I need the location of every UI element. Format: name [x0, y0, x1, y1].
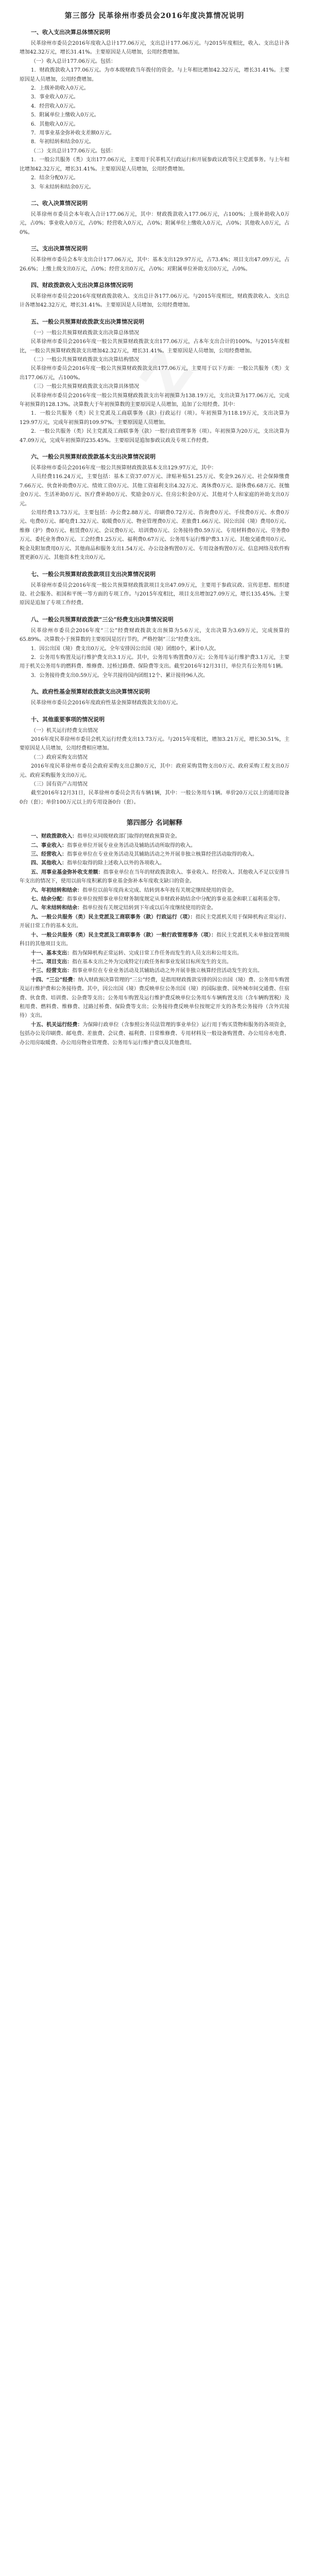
section-heading: 六、一般公共预算财政拨款基本支出决算情况说明: [31, 453, 156, 461]
glossary-definition: 指单位从同级财政部门取得的财政预算资金。: [77, 834, 180, 840]
section-heading: 七、一般公共预算财政拨款项目支出决算情况说明: [31, 570, 156, 578]
section-paragraph: 民革徐州市委员会本年支出合计177.06万元，其中：基本支出129.97万元，占73.4%；项目支出47.09万元，占26.6%；上缴上级支出0万元，占0%；经营支出0万元，占0%；对附属单位补助支出0万元，占0%。: [20, 257, 289, 272]
section-paragraph: 8．年初结转和结余0万元。: [31, 139, 94, 145]
glossary-term: 七、结余分配：: [31, 896, 67, 903]
section-paragraph: 民革徐州市委员会2016年度一般公共预算财政拨款项目支出47.09万元，主要用于参政议政、宣传思想、组织建设、社会服务、祖国和平统一等方面的专项工作。与2015年度相比，项目支出增加27.09万元，增长135.45%。主要原因是追加了专项工作经费。: [20, 582, 289, 606]
section-heading: 四、财政拨款收入支出决算总体情况说明: [31, 281, 133, 289]
section-paragraph: （二）支出总计177.06万元。包括：: [31, 148, 116, 154]
section-heading: 十、其他重要事项的情况说明: [31, 716, 105, 723]
glossary-term: 三、经营收入：: [31, 852, 67, 858]
section-paragraph: 民革徐州市委员会2016年度一般公共预算财政拨款支出年初预算为138.19万元，支出决算为177.06万元，完成年初预算的128.13%。决算数大于年初预算数的主要原因是人员增加，追加了公用经费。其中：: [20, 393, 289, 408]
section-paragraph: 3．年末结转和结余0万元。: [31, 184, 94, 190]
glossary-term: 八、年末结转和结余：: [31, 905, 82, 911]
glossary-definition: 指为保障机构正常运转、完成日常工作任务而发生的人员支出和公用支出。: [72, 950, 242, 956]
section-paragraph: 民革徐州市委员会2016年度一般公共预算财政拨款支出177.06万元，主要用于以下方面：一般公共服务（类）支出177.06万元，占100%。: [20, 366, 289, 381]
glossary-term: 六、年初结转和结余：: [31, 887, 82, 893]
section-paragraph: 2．上级补助收入0万元。: [31, 86, 89, 92]
glossary-definition: 指民主党派机关未单独设置项级科目的其他项目支出。: [20, 932, 290, 947]
glossary-definition: 指事业单位在专业业务活动及其辅助活动之外开展非独立核算经营活动发生的支出。: [72, 968, 263, 974]
document-title: 第三部分 民革徐州市委员会2016年度决算情况说明: [64, 12, 245, 20]
glossary-entry: [20, 841, 289, 850]
glossary-definition: 指单位按有关规定结转到下年或以后年度继续使用的资金。: [82, 905, 216, 911]
section-paragraph: 2016年度民革徐州市委员会政府采购支出总额0万元，其中：政府采购货物支出0万元、政府采购工程支出0万元、政府采购服务支出0万元。: [20, 764, 289, 778]
glossary-entry: [20, 1021, 289, 1047]
section-heading: 二、收入决算情况说明: [31, 199, 88, 207]
section-paragraph: 民革徐州市委员会2016年度政府性基金预算财政拨款支出0万元。: [31, 700, 181, 706]
section-heading: 九、政府性基金预算财政拨款支出决算情况说明: [31, 688, 150, 696]
section-paragraph: 4．经营收入0万元。: [31, 103, 79, 109]
section-paragraph: 民革徐州市委员会2016年度一般公共预算财政拨款基本支出129.97万元，其中：: [31, 465, 217, 471]
glossary-entry: [20, 958, 289, 967]
section-paragraph: 2．公务用车购置及运行维护费支出3.1万元。其中，公务用车购置费0万元；公务用车运行维护费3.1万元，主要用于机关公务用车的燃料费、维修费、过桥过路费、保险费等支出。截至2016年12月31日，单位共有公务用车1辆。: [20, 654, 289, 670]
glossary-term: 二、事业收入：: [31, 842, 67, 849]
section-paragraph: 3．事业收入0万元。: [31, 94, 79, 100]
section-paragraph: 民革徐州市委员会2016年度“三公”经费财政拨款支出预算为5.6万元，支出决算为3.69万元，完成预算的65.89%。决算数小于预算数的主要原因是厉行节约，严格控制“三公”经费支出。: [20, 628, 289, 643]
document-page: [0, 0, 309, 1062]
glossary-entry: [20, 832, 289, 841]
section-paragraph: 7．用事业基金弥补收支差额0万元。: [31, 130, 115, 137]
glossary-definition: 指事业单位开展专业业务活动及辅助活动所取得的收入。: [67, 842, 196, 849]
section-paragraph: 民革徐州市委员会2016年度一般公共预算财政拨款支出177.06万元，占本年支出合计的100%。与2015年度相比，一般公共预算财政拨款支出增加42.32万元，增长31.41%。主要原因是人员增加，公用经费增加。: [20, 339, 289, 354]
section-paragraph: 1．一般公共服务（类）支出177.06万元，主要用于民革机关行政运行和开展参政议政等民主党派事务。与上年相比增加42.32万元，增长31.41%。主要原因是人员增加，公用经费增加。: [20, 157, 289, 172]
glossary-entry: [20, 976, 289, 1021]
section-paragraph: 1．财政拨款收入177.06万元。为市本级财政当年拨付的资金。与上年相比增加42.32万元，增长31.41%。主要原因是人员增加，公用经费增加。: [20, 67, 289, 82]
section-paragraph: 2．一般公共服务（类）民主党派及工商联事务（款）一般行政管理事务（项）。年初预算为20万元，支出决算为47.09万元，完成年初预算的235.45%。主要原因是追加参政议政及专项工作经费。: [20, 429, 289, 444]
glossary-entry: [20, 967, 289, 975]
glossary-term: 九、一般公共服务（类）民主党派及工商联事务（款）行政运行（项）：: [31, 914, 196, 920]
glossary-entry: [20, 895, 289, 904]
terms-container: [20, 832, 289, 1047]
section-paragraph: 2．结余分配0万元。: [31, 175, 79, 181]
glossary-entry: [20, 949, 289, 958]
glossary-definition: 纳入财政预决算管理的“三公”经费，是指用财政拨款安排的因公出国（境）费、公务用车购置及运行维护费和公务接待费。其中，因公出国（境）费反映单位公务出国（境）的国际旅费、国外城市间交通费、住宿费、伙食费、培训费、公杂费等支出；公务用车购置及运行维护费反映单位公务用车车辆购置支出（含车辆购置税）及租用费、燃料费、维修费、过路过桥费、保险费等支出；公务接待费反映单位按规定开支的各类公务接待（含外宾接待）支出。: [20, 977, 289, 1019]
glossary-definition: 指事业单位在专业业务活动及其辅助活动之外开展非独立核算经营活动取得的收入。: [67, 852, 258, 858]
glossary-definition: 指在基本支出之外为完成特定行政任务和事业发展目标所发生的支出。: [72, 959, 232, 965]
section-paragraph: （三）国有资产占用情况: [31, 782, 88, 787]
section-heading: 五、一般公共预算财政拨款支出决算情况说明: [31, 318, 144, 325]
section-paragraph: （一）收入总计177.06万元。包括：: [31, 58, 116, 64]
section-paragraph: 截至2016年12月31日，民革徐州市委员会共有车辆1辆，其中：一般公务用车1辆。单价20万元以上的通用设备0台（套）；单价100万元以上的专用设备0台（套）。: [20, 790, 289, 805]
section-paragraph: 3．公务接待费支出0.59万元。全年共接待国内团组12个、累计接待96人次。: [31, 672, 209, 679]
glossary-entry: [20, 931, 289, 949]
section-paragraph: 公用经费13.73万元，主要包括：办公费2.88万元、印刷费0.72万元、咨询费0万元、手续费0万元、水费0万元、电费0万元、邮电费1.32万元、取暖费0万元、物业管理费0万元、差旅费1.66万元、因公出国（境）费用0万元、维修（护）费0万元、租赁费0万元、会议费0万元、培训费0万元、公务接待费0.59万元、专用材料费0万元、劳务费0万元、委托业务费0万元、工会经费1.25万元、福利费0.67万元、公务用车运行维护费3.1万元、其他交通费用0万元、税金及附加费用0万元、其他商品和服务支出1.54万元、办公设备购置0万元、专用设备购置0万元、信息网络及软件购置更新0万元、其他资本性支出0万元。: [20, 510, 289, 561]
glossary-term: 十、一般公共服务（类）民主党派及工商联事务（款）一般行政管理事务（项）：: [31, 932, 217, 938]
section-paragraph: 1．一般公共服务（类）民主党派及工商联事务（款）行政运行（项）。年初预算为118.19万元，支出决算为129.97万元，完成年初预算的109.97%。主要原因是人员增加。: [20, 411, 289, 426]
glossary-term: 一、财政拨款收入：: [31, 834, 77, 840]
glossary-definition: 指单位取得的除上述收入以外的各项收入。: [67, 860, 165, 867]
section-paragraph: 1．因公出国（境）费支出0万元。全年安排因公出国（境）团组0个，累计0人次。: [31, 646, 219, 652]
section-paragraph: 6．其他收入0万元。: [31, 121, 79, 127]
sections-container: [20, 28, 289, 807]
glossary-term: 十五、机关运行经费：: [31, 1022, 83, 1028]
section-paragraph: 民革徐州市委员会2016年度收入总计177.06万元，支出总计177.06万元。与2015年度相比，收入、支出总计各增加42.32万元，增长31.41%。主要原因是人员增加，公用经费增加。: [20, 41, 289, 56]
glossary-term: 十一、基本支出：: [31, 950, 72, 956]
glossary-definition: 指事业单位按照事业单位财务制度规定从非财政补助结余中分配的事业基金和职工福利基金等。: [67, 896, 283, 903]
section-heading: 一、收入支出决算总体情况说明: [31, 29, 110, 36]
section-paragraph: 民革徐州市委员会2016年度财政拨款收入、支出总计各177.06万元。与2015年度相比，财政拨款收入、支出总计各增加42.32万元，增长31.41%。主要原因是人员增加，公用经费增加。: [20, 293, 289, 309]
glossary-definition: 指单位以前年度尚未完成、结转到本年按有关规定继续使用的资金。: [82, 887, 237, 893]
glossary-term: 五、用事业基金弥补收支差额：: [31, 869, 104, 875]
section-heading: 三、支出决算情况说明: [31, 245, 88, 252]
glossary-definition: 为保障行政单位（含参照公务员法管理的事业单位）运行用于购买货物和服务的各项资金，包括办公及印刷费、邮电费、差旅费、会议费、福利费、日常维修费、专用材料及一般设备购置费、办公用房水电费、办公用房取暖费、办公用房物业管理费、公务用车运行维护费以及其他费用。: [20, 1022, 290, 1046]
glossary-term: 十三、经营支出：: [31, 968, 72, 974]
glossary-entry: [20, 886, 289, 895]
glossary-definition: 指民主党派机关用于保障机构正常运行、开展日常工作的基本支出。: [20, 914, 290, 929]
glossary-entry: [20, 904, 289, 912]
glossary-term: 十二、项目支出：: [31, 959, 72, 965]
glossary-term: 四、其他收入：: [31, 860, 67, 867]
part4-title: 第四部分 名词解释: [126, 819, 183, 827]
glossary-term: 十四、“三公”经费：: [31, 977, 78, 983]
section-paragraph: 2016年度民革徐州市委员会机关运行经费支出13.73万元。与2015年度相比，增加3.21万元，增长30.51%，主要原因是人员增加，公用经费相应增加。: [20, 736, 289, 752]
section-paragraph: （二）一般公共预算财政拨款支出决算结构情况: [31, 357, 139, 363]
section-paragraph: 人员经费116.24万元，主要包括：基本工资37.07万元、津贴补贴51.25万元、奖金9.26万元、社会保障缴费7.66万元、伙食补助费0万元、绩效工资0万元、其他工资福利支出4.32万元、离休费0万元、退休费6.68万元、抚恤金0万元、生活补助0万元、医疗费补助0万元、奖励金0万元、住房公积金0万元、其他对个人和家庭的补助支出0万元。: [20, 474, 289, 507]
section-paragraph: （一）一般公共预算财政拨款支出决算总体情况: [31, 330, 139, 336]
section-paragraph: （二）政府采购支出情况: [31, 754, 88, 760]
glossary-entry: [20, 859, 289, 868]
glossary-entry: [20, 868, 289, 886]
section-paragraph: 5．附属单位上缴收入0万元。: [31, 112, 99, 118]
glossary-definition: 指事业单位在当年的财政拨款收入、事业收入、经营收入、其他收入不足以安排当年支出的情况下，使用以前年度积累的事业基金弥补本年度收支缺口的资金。: [20, 869, 290, 885]
section-paragraph: 民革徐州市委员会本年收入合计177.06万元，其中：财政拨款收入177.06万元，占100%；上级补助收入0万元，占0%；事业收入0万元，占0%；经营收入0万元，占0%；附属单位上缴收入0万元，占0%；其他收入0万元，占0%。: [20, 211, 289, 235]
section-heading: 八、一般公共预算财政拨款“三公”经费支出决算情况说明: [31, 616, 174, 623]
glossary-entry: [20, 850, 289, 859]
glossary-entry: [20, 913, 289, 931]
section-paragraph: （一）机关运行经费支出情况: [31, 727, 98, 734]
section-paragraph: （三）一般公共预算财政拨款支出决算具体情况: [31, 384, 139, 390]
